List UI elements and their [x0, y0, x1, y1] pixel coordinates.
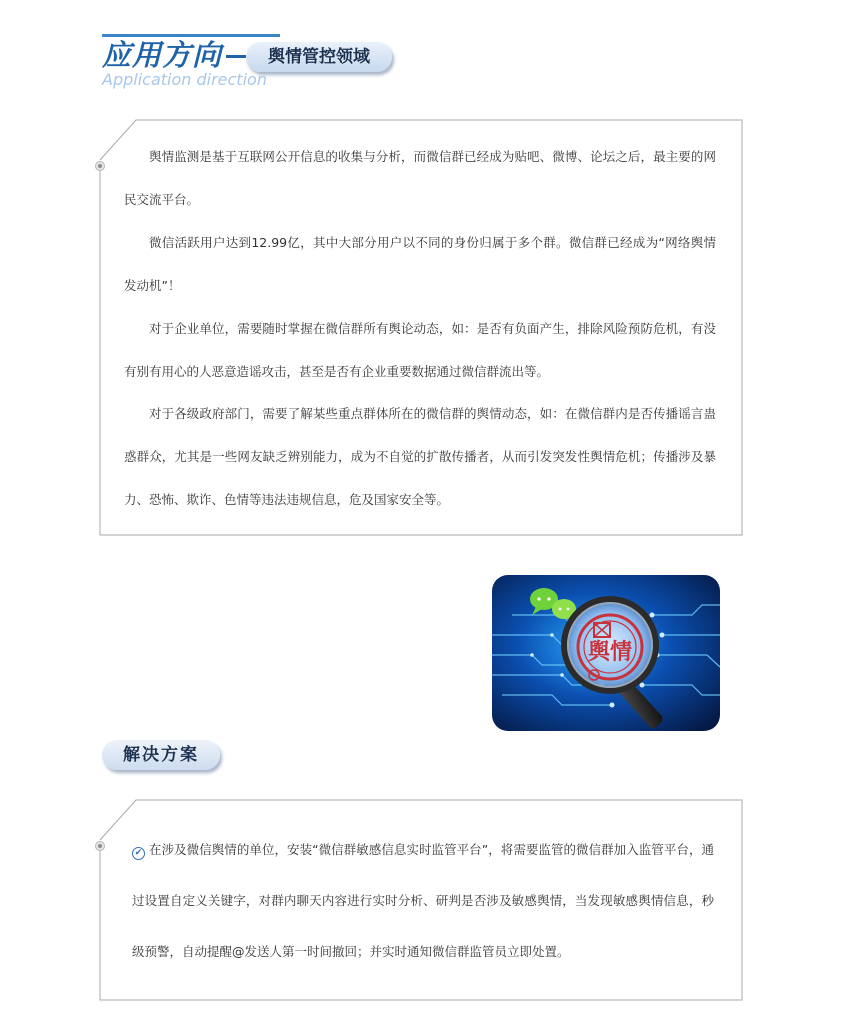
header-title: 应用方向	[102, 38, 223, 72]
solution-box-bullet-icon	[95, 841, 105, 851]
header-subtitle: Application direction	[102, 70, 267, 89]
solution-text: 在涉及微信舆情的单位，安装“微信群敏感信息实时监管平台”，将需要监管的微信群加入监管平台，通过设置自定义关键字，对群内聊天内容进行实时分析、研判是否涉及敏感舆情，当发现敏感舆情信息，秒级预警，自动提醒@发送人第一时间撤回；并实时通知微信群监管员立即处置。	[132, 842, 714, 959]
header-pill: 舆情管控领域	[246, 42, 392, 72]
intro-paragraph-1: 舆情监测是基于互联网公开信息的收集与分析，而微信群已经成为贴吧、微博、论坛之后，最主要的网民交流平台。	[124, 149, 716, 207]
solution-box	[100, 800, 743, 1001]
stamp-text: 舆情	[587, 640, 633, 665]
intro-paragraph-3: 对于企业单位，需要随时掌握在微信群所有舆论动态，如：是否有负面产生，排除风险预防危机，有没有别有用心的人恶意造谣攻击，甚至是否有企业重要数据通过微信群流出等。	[124, 321, 716, 379]
solution-text-block	[132, 824, 714, 977]
intro-box-bullet-icon	[95, 161, 105, 171]
section-header	[102, 34, 402, 94]
solution-heading: 解决方案	[102, 740, 220, 770]
intro-paragraph-2: 微信活跃用户达到12.99亿，其中大部分用户以不同的身份归属于多个群。微信群已经成为“网络舆情发动机”！	[124, 235, 716, 293]
public-opinion-illustration	[492, 575, 720, 731]
header-dash	[226, 55, 246, 58]
check-circle-icon: ✔	[132, 847, 145, 860]
intro-box	[100, 120, 743, 536]
intro-paragraph-4: 对于各级政府部门，需要了解某些重点群体所在的微信群的舆情动态，如：在微信群内是否传播谣言蛊惑群众，尤其是一些网友缺乏辨别能力，成为不自觉的扩散传播者，从而引发突发性舆情危机；传播涉及暴力、恐怖、欺诈、色情等违法违规信息，危及国家安全等。	[124, 406, 716, 507]
magnifier-illustration-svg	[492, 575, 720, 731]
